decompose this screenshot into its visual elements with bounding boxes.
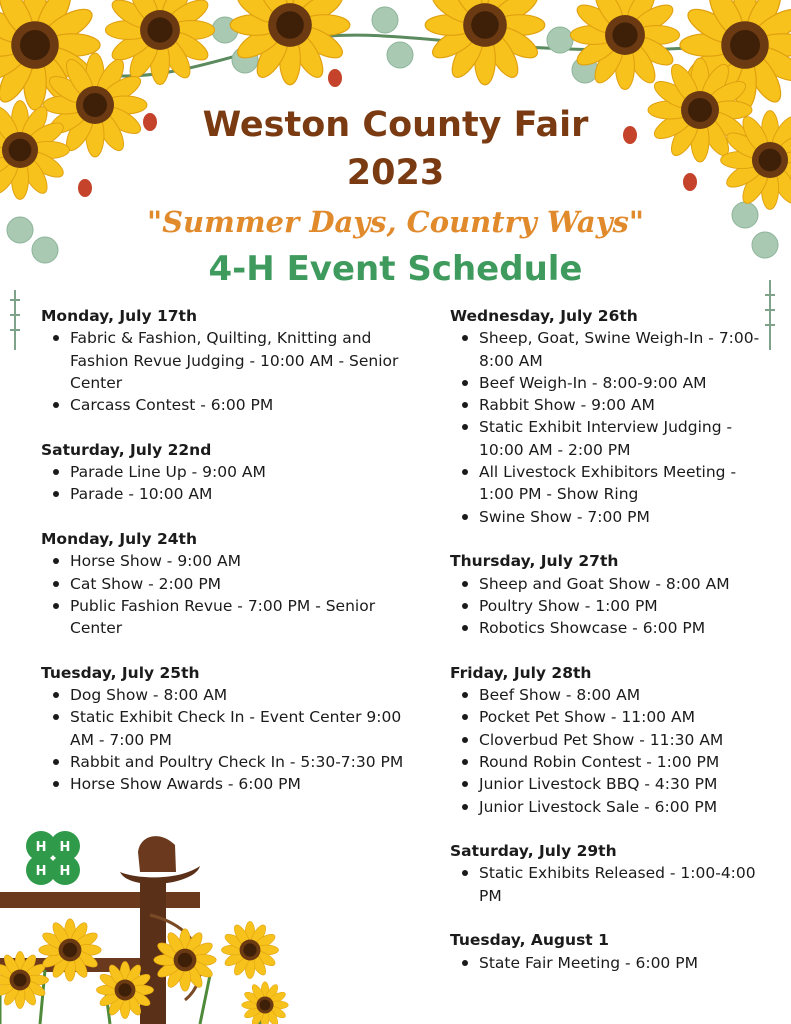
event-list [450,573,770,640]
event-item: Sheep and Goat Show - 8:00 AM [479,573,770,595]
day-section [41,662,411,796]
svg-text:H: H [35,864,47,879]
event-list [41,327,411,416]
event-list [450,952,770,974]
day-heading: Friday, July 28th [450,663,592,682]
sunflower-icon [425,0,545,85]
event-item: Parade Line Up - 9:00 AM [70,461,411,483]
fair-theme: "Summer Days, Country Ways" [147,205,644,239]
event-item: Poultry Show - 1:00 PM [479,595,770,617]
event-item: Rabbit and Poultry Check In - 5:30-7:30 PM [70,751,411,773]
sunflower-icon [221,921,278,978]
event-list [450,862,770,907]
event-item: Dog Show - 8:00 AM [70,684,411,706]
day-heading: Monday, July 24th [41,529,197,548]
day-heading: Wednesday, July 26th [450,307,638,325]
schedule-left-column [41,305,411,818]
event-item: Static Exhibits Released - 1:00-4:00 PM [479,862,770,907]
event-item: Swine Show - 7:00 PM [479,506,770,528]
day-heading: Saturday, July 29th [450,842,617,861]
day-section [450,305,770,528]
event-item: Rabbit Show - 9:00 AM [479,394,770,416]
event-item: Sheep, Goat, Swine Weigh-In - 7:00-8:00 AM [479,327,770,372]
sunflower-icon [242,982,289,1024]
event-item: Static Exhibit Interview Judging - 10:00 AM - 2:00 PM [479,416,770,461]
day-section [41,305,411,416]
event-list [41,461,411,506]
svg-text:H: H [35,840,47,855]
event-item: Junior Livestock BBQ - 4:30 PM [479,773,770,795]
day-section [450,662,770,818]
event-item: All Livestock Exhibitors Meeting - 1:00 PM - Show Ring [479,461,770,506]
svg-text:H: H [59,840,71,855]
event-item: Robotics Showcase - 6:00 PM [479,617,770,639]
event-item: Round Robin Contest - 1:00 PM [479,751,770,773]
schedule-right-column [450,305,770,996]
day-section [450,550,770,639]
fair-year: 2023 [346,153,445,193]
event-item: State Fair Meeting - 6:00 PM [479,952,770,974]
event-item: Cloverbud Pet Show - 11:30 AM [479,729,770,751]
schedule-subtitle: 4-H Event Schedule [208,249,583,289]
day-heading: Thursday, July 27th [450,552,619,571]
event-item: Static Exhibit Check In - Event Center 9:00 AM - 7:00 PM [70,706,411,751]
event-item: Parade - 10:00 AM [70,483,411,505]
event-item: Beef Weigh-In - 8:00-9:00 AM [479,372,770,394]
event-item: Cat Show - 2:00 PM [70,573,411,595]
day-section [41,528,411,639]
event-item: Carcass Contest - 6:00 PM [70,394,411,416]
event-item: Fabric & Fashion, Quilting, Knitting and Fashion Revue Judging - 10:00 AM - Senior Center [70,327,411,394]
event-item: Horse Show - 9:00 AM [70,550,411,572]
day-heading: Saturday, July 22nd [41,440,212,459]
event-item: Pocket Pet Show - 11:00 AM [479,706,770,728]
day-heading: Tuesday, August 1 [450,931,609,950]
event-item: Beef Show - 8:00 AM [479,684,770,706]
event-list [450,684,770,818]
event-list [450,327,770,528]
event-item: Horse Show Awards - 6:00 PM [70,773,411,795]
day-section [41,439,411,506]
day-section [450,840,770,907]
event-item: Junior Livestock Sale - 6:00 PM [479,796,770,818]
day-section [450,929,770,974]
fair-title: Weston County Fair [202,105,589,145]
event-list [41,684,411,795]
event-item: Public Fashion Revue - 7:00 PM - Senior Center [70,595,411,640]
svg-text:H: H [59,864,71,879]
event-list [41,550,411,639]
cowboy-hat-icon [120,836,200,884]
day-heading: Tuesday, July 25th [41,663,200,682]
four-h-clover-icon [26,831,80,885]
day-heading: Monday, July 17th [41,307,197,325]
